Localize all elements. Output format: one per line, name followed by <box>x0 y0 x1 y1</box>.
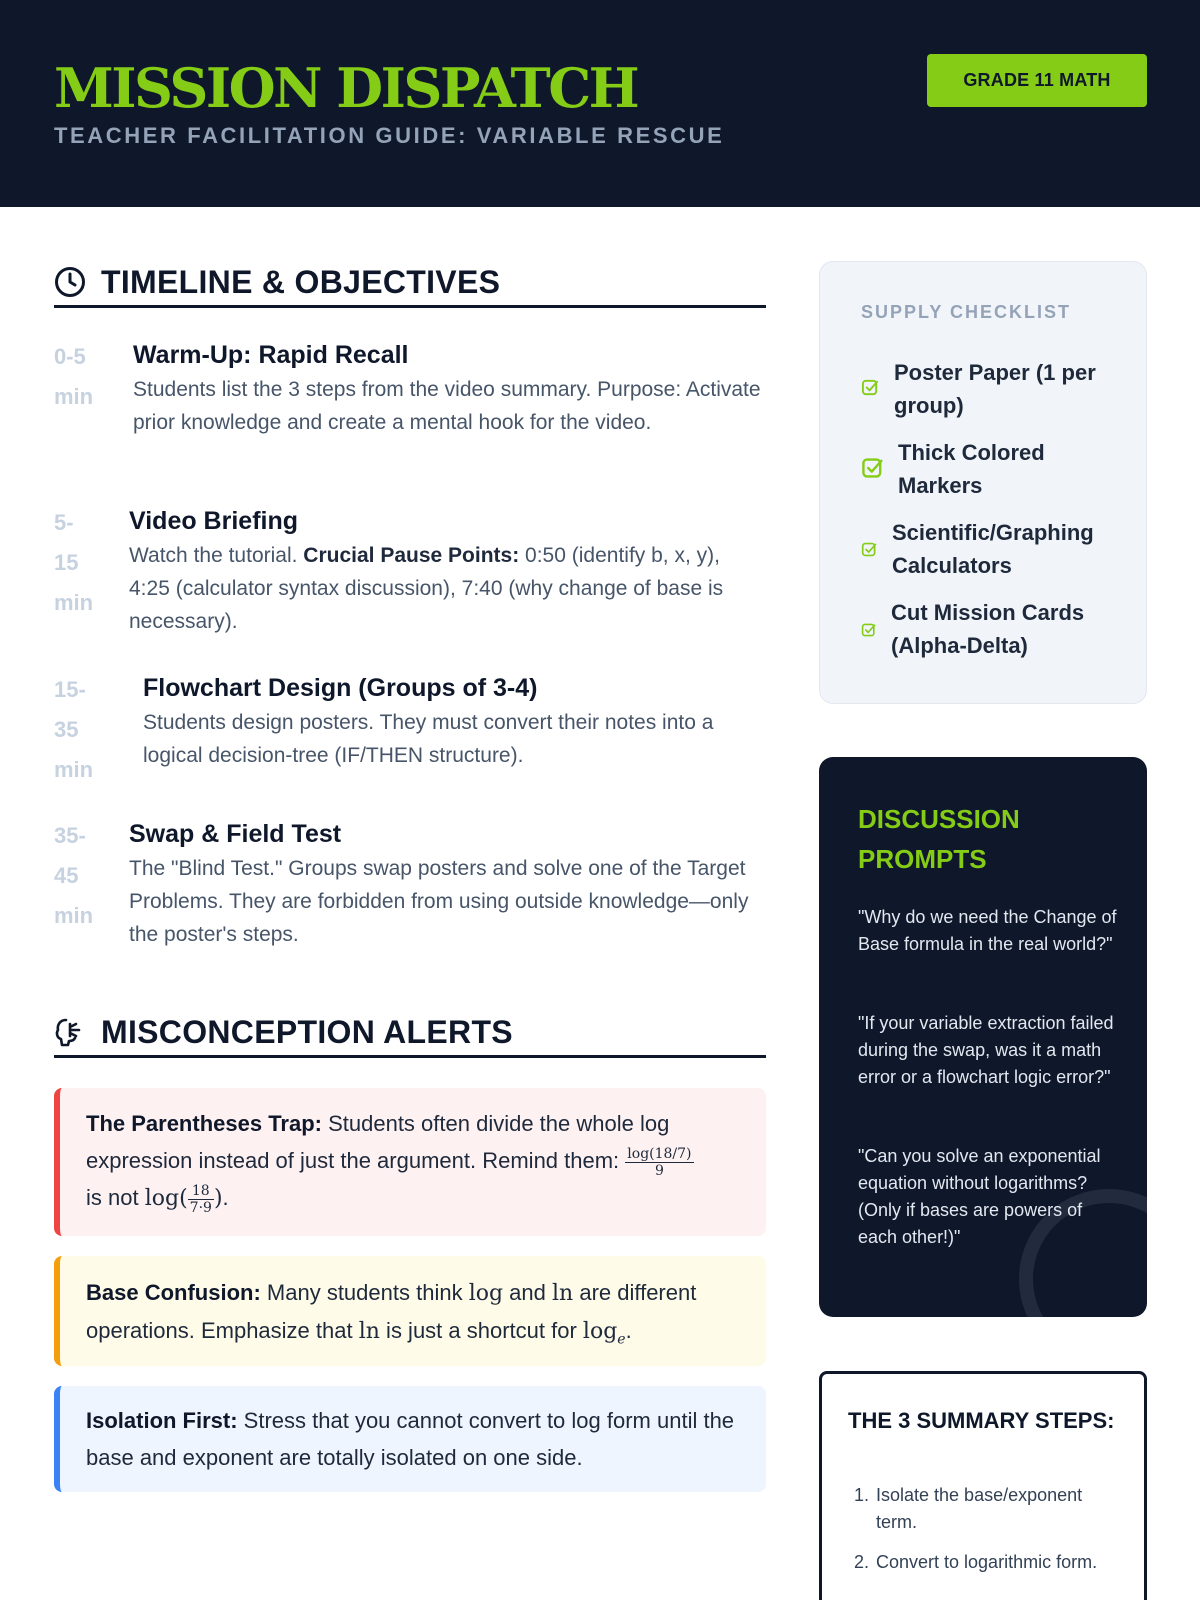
alert-text: Students often divide the whole log expression instead of just the argument. Remind them: <box>86 1111 670 1173</box>
page-subtitle: TEACHER FACILITATION GUIDE: VARIABLE RESCUE <box>54 123 725 148</box>
alert-text: and <box>503 1280 552 1305</box>
alert-text: Many students think <box>260 1280 469 1305</box>
timeline-body <box>129 503 766 638</box>
timeline-item <box>54 503 766 643</box>
alert-base-confusion <box>54 1256 766 1366</box>
alert-text: is just a shortcut for <box>379 1318 583 1343</box>
timeline-item <box>54 816 766 956</box>
time-line: min <box>54 384 94 409</box>
page-title: MISSION DISPATCH <box>54 56 638 120</box>
time-line: 35 <box>54 717 79 742</box>
fraction-numerator: 18 <box>188 1183 214 1200</box>
timeline-title: Swap & Field Test <box>129 820 342 848</box>
time-line: min <box>54 903 94 928</box>
checkbox-icon <box>861 622 877 638</box>
checkbox-icon <box>861 541 878 558</box>
desc-bold: Crucial Pause Points: <box>303 544 520 567</box>
timeline-item <box>54 670 766 790</box>
fraction-numerator: log(18/7) <box>627 1145 692 1162</box>
math-log: log <box>468 1281 504 1306</box>
misconception-heading <box>54 1012 766 1058</box>
time-line: 15 <box>54 550 79 575</box>
checklist-item <box>861 356 1121 422</box>
misconception-heading-label: MISCONCEPTION ALERTS <box>101 1014 513 1050</box>
header-banner <box>0 0 1200 207</box>
grade-badge: GRADE 11 MATH <box>927 54 1147 107</box>
alert-text: is not <box>86 1185 145 1210</box>
math-ln: ln <box>552 1281 574 1306</box>
timeline-title: Video Briefing <box>129 507 299 535</box>
time-line: min <box>54 757 94 782</box>
alert-parentheses-trap: The Parentheses Trap: Students often divide the whole log expression instead of just the argument. Remind them: $\frac{\log(18/7)}{9}$ is not log( $\frac{18}{7\cdot 9}$ ). <box>54 1088 766 1236</box>
checklist-item-label: Thick Colored Markers <box>898 440 1045 498</box>
alert-text: Stress that you cannot convert to log form until the base and exponent are totally isolated on one side. <box>86 1408 735 1470</box>
timeline-title: Warm-Up: Rapid Recall <box>133 341 409 369</box>
fraction <box>188 1183 214 1216</box>
timeline-desc <box>129 539 766 638</box>
timeline-time <box>54 816 114 936</box>
alert-title: Base Confusion: <box>86 1280 261 1305</box>
time-line: min <box>54 590 94 615</box>
timeline-time <box>54 670 114 790</box>
timeline-body <box>129 816 766 951</box>
checkbox-icon <box>861 456 885 480</box>
timeline-desc: Students list the 3 steps from the video summary. Purpose: Activate prior knowledge and create a mental hook for the video. <box>133 378 761 434</box>
supply-checklist-heading: SUPPLY CHECKLIST <box>861 302 1072 322</box>
discussion-prompts-heading: DISCUSSION PROMPTS <box>858 804 1020 874</box>
step-text: Convert to logarithmic form. <box>876 1552 1098 1572</box>
math-ln: ln <box>358 1319 380 1344</box>
timeline-desc: The "Blind Test." Groups swap posters and solve one of the Target Problems. They are forbidden from using outside knowledge—only the poster's steps. <box>129 857 749 946</box>
discussion-prompt: "Why do we need the Change of Base formula in the real world?" <box>858 907 1117 954</box>
checklist-item <box>861 516 1121 582</box>
alert-title: The Parentheses Trap: <box>86 1111 322 1136</box>
discussion-prompt: "If your variable extraction failed during the swap, was it a math error or a flowchart logic error?" <box>858 1013 1114 1087</box>
fraction <box>625 1146 693 1179</box>
timeline-desc: Students design posters. They must convert their notes into a logical decision-tree (IF/THEN structure). <box>143 711 714 767</box>
summary-steps-heading: THE 3 SUMMARY STEPS: <box>848 1408 1115 1433</box>
checklist-item-label: Cut Mission Cards (Alpha-Delta) <box>891 600 1085 658</box>
supply-checklist-card <box>819 261 1147 704</box>
timeline-body <box>143 670 766 772</box>
brain-icon <box>54 1016 86 1048</box>
math-subscript: e <box>617 1331 626 1348</box>
time-line: 15- <box>54 677 86 702</box>
math-log: log <box>144 1186 180 1211</box>
time-line: 45 <box>54 863 79 888</box>
discussion-prompt: "Can you solve an exponential equation without logarithms? (Only if bases are powers of each other!)" <box>858 1146 1101 1247</box>
checklist-item <box>861 436 1121 502</box>
timeline-heading <box>54 262 766 308</box>
checklist-item-label: Poster Paper (1 per group) <box>894 360 1096 418</box>
checklist-item <box>861 596 1121 662</box>
desc-text: Watch the tutorial. <box>129 544 304 567</box>
alert-title: Isolation First: <box>86 1408 238 1433</box>
checkbox-icon <box>861 378 880 397</box>
math-log: log <box>582 1319 618 1344</box>
fraction-denominator: 7·9 <box>189 1199 212 1216</box>
desc-text: 0:50 (identify b, x, y), 4:25 (calculator syntax discussion), 7:40 (why change of base is necessary). <box>129 544 724 633</box>
alert-text: . <box>222 1185 229 1210</box>
time-line: 0-5 <box>54 344 86 369</box>
clock-icon <box>54 266 86 298</box>
alert-isolation-first <box>54 1386 766 1492</box>
alert-text: are different operations. Emphasize that <box>86 1280 697 1343</box>
step-text: Isolate the base/exponent term. <box>876 1485 1083 1532</box>
summary-steps-card <box>819 1371 1147 1600</box>
time-line: 5- <box>54 510 74 535</box>
timeline-heading-label: TIMELINE & OBJECTIVES <box>101 264 501 300</box>
step-number: 2. <box>854 1552 870 1572</box>
checklist-item-label: Scientific/Graphing Calculators <box>892 520 1094 578</box>
discussion-prompts-card <box>819 757 1147 1317</box>
timeline-body <box>133 337 766 439</box>
step-number: 1. <box>854 1485 870 1505</box>
timeline-item <box>54 337 766 477</box>
timeline-time <box>54 337 114 417</box>
time-line: 35- <box>54 823 86 848</box>
timeline-title: Flowchart Design (Groups of 3-4) <box>143 674 538 702</box>
fraction-denominator: 9 <box>654 1162 664 1179</box>
alert-text: . <box>625 1318 632 1343</box>
timeline-time <box>54 503 114 623</box>
